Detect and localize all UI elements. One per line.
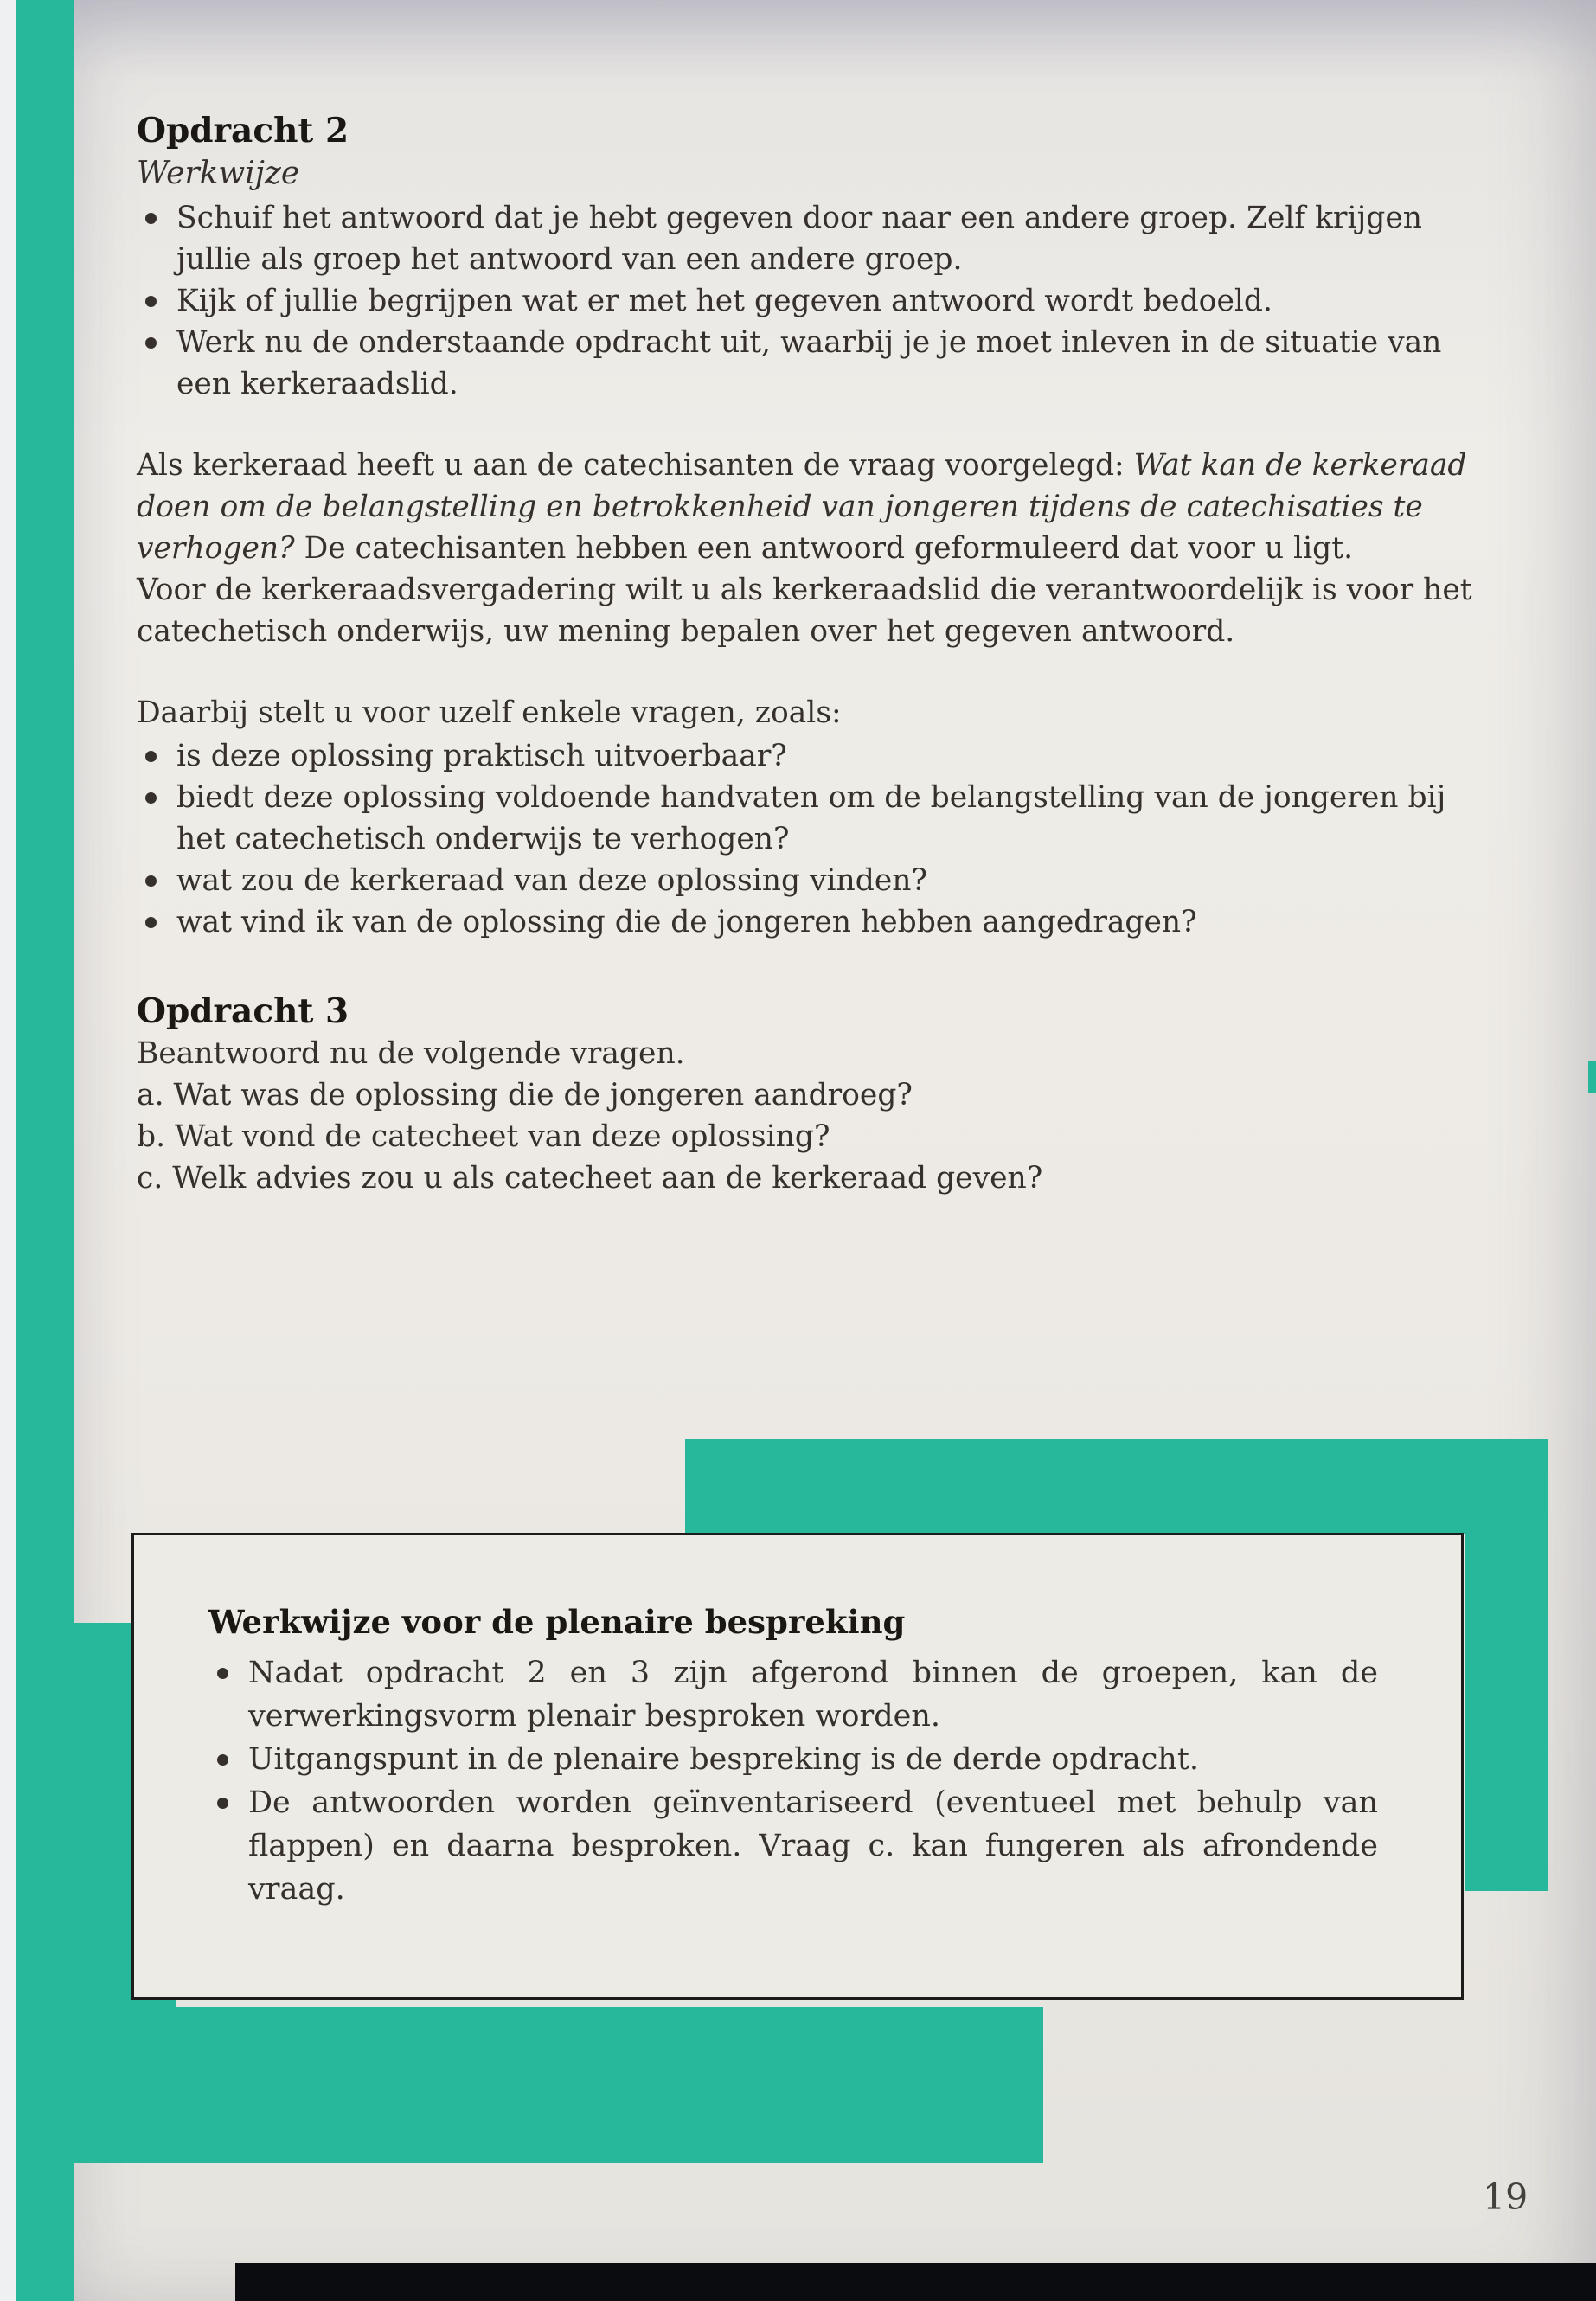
list-item — [137, 860, 1474, 901]
decor-teal-bottom-block — [74, 2007, 1043, 2163]
bullet-icon — [217, 1668, 228, 1679]
bullet-icon — [145, 296, 157, 307]
case-lead-text: Als kerkeraad heeft u aan de catechisanten de vraag voorgelegd: — [137, 448, 1134, 483]
list-item-text: is deze oplossing praktisch uitvoerbaar? — [176, 739, 787, 773]
opdracht3-intro: Beantwoord nu de volgende vragen. — [137, 1036, 685, 1071]
list-item-text: Schuif het antwoord dat je hebt gegeven door naar een andere groep. Zelf krijgen jullie als groep het antwoord van een andere groep. — [176, 201, 1422, 277]
list-item-text: Uitgangspunt in de plenaire bespreking is de derde opdracht. — [248, 1742, 1200, 1777]
werkwijze-bullet-list — [137, 197, 1474, 405]
list-item — [208, 1651, 1378, 1738]
decor-teal-top-band — [685, 1439, 1548, 1534]
bullet-icon — [217, 1754, 228, 1766]
opdracht3-item-c: c. Welk advies zou u als catecheet aan de kerkeraad geven? — [137, 1161, 1043, 1195]
case-second-text: Voor de kerkeraadsvergadering wilt u als kerkeraadslid die verantwoordelijk is voor het catechetisch onderwijs, uw mening bepalen over het gegeven antwoord. — [137, 573, 1472, 649]
list-item-text: Nadat opdracht 2 en 3 zijn afgerond binnen de groepen, kan de verwerkingsvorm plenair besproken worden. — [248, 1656, 1378, 1734]
bottom-scan-bar — [235, 2263, 1596, 2301]
page-content — [137, 109, 1474, 1199]
bullet-icon — [217, 1798, 228, 1809]
list-item-text: wat vind ik van de oplossing die de jongeren hebben aangedragen? — [176, 905, 1197, 939]
list-item — [208, 1738, 1378, 1781]
list-item-text: wat zou de kerkeraad van deze oplossing vinden? — [176, 863, 927, 898]
case-paragraph-2 — [137, 569, 1474, 652]
left-color-band — [16, 0, 74, 2301]
opdracht3-item-a: a. Wat was de oplossing die de jongeren aandroeg? — [137, 1078, 913, 1112]
list-item-text: biedt deze oplossing voldoende handvaten om de belangstelling van de jongeren bij het catechetisch onderwijs te verhogen? — [176, 780, 1446, 856]
bullet-icon — [145, 792, 157, 804]
list-item — [208, 1781, 1378, 1911]
heading-opdracht-2: Opdracht 2 — [137, 111, 349, 151]
case-question-italic: Wat kan de kerkeraad doen om de belangstelling en betrokkenheid van jongeren tijdens de catechisaties te verhogen? — [137, 448, 1467, 566]
subtitle-werkwijze: Werkwijze — [137, 156, 300, 191]
case-paragraph — [137, 445, 1474, 569]
case-tail-text: De catechisanten hebben een antwoord geformuleerd dat voor u ligt. — [294, 531, 1354, 566]
plenary-bullet-list — [208, 1651, 1378, 1911]
bullet-icon — [145, 751, 157, 762]
list-item — [137, 901, 1474, 943]
opdracht3-item-b: b. Wat vond de catecheet van deze oplossing? — [137, 1119, 830, 1154]
decor-teal-right-column — [1465, 1531, 1548, 1891]
heading-opdracht-3: Opdracht 3 — [137, 991, 349, 1031]
page-number: 19 — [1483, 2176, 1529, 2218]
list-item — [137, 735, 1474, 777]
bullet-icon — [145, 213, 157, 224]
bullet-icon — [145, 875, 157, 887]
bullet-icon — [145, 337, 157, 349]
questions-intro: Daarbij stelt u voor uzelf enkele vragen, zoals: — [137, 695, 842, 730]
list-item-text: Kijk of jullie begrijpen wat er met het gegeven antwoord wordt bedoeld. — [176, 284, 1272, 318]
list-item — [137, 197, 1474, 280]
list-item — [137, 777, 1474, 860]
decor-teal-edge-mark — [1588, 1061, 1596, 1093]
plenary-discussion-box — [131, 1533, 1464, 2000]
bullet-icon — [145, 917, 157, 928]
list-item-text: Werk nu de onderstaande opdracht uit, waarbij je je moet inleven in de situatie van een kerkeraadslid. — [176, 325, 1442, 401]
list-item — [137, 280, 1474, 322]
list-item — [137, 322, 1474, 405]
plenary-box-title: Werkwijze voor de plenaire bespreking — [208, 1603, 906, 1641]
list-item-text: De antwoorden worden geïnventariseerd (eventueel met behulp van flappen) en daarna besproken. Vraag c. kan fungeren als afrondende vraag. — [248, 1785, 1378, 1907]
questions-bullet-list — [137, 735, 1474, 943]
